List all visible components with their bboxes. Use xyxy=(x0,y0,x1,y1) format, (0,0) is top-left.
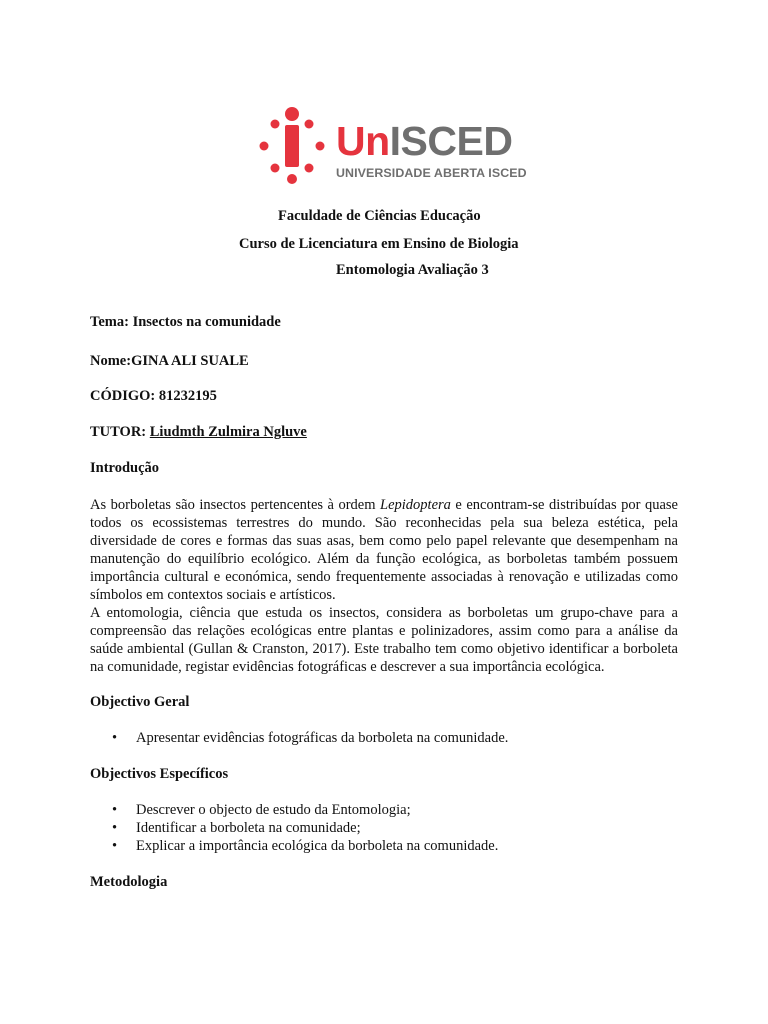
unisced-logo-mark-icon xyxy=(254,104,330,188)
list-item: • Identificar a borboleta na comunidade; xyxy=(112,819,498,837)
codigo-value: 81232195 xyxy=(158,388,217,404)
nome-value: GINA ALI SUALE xyxy=(131,353,249,369)
metodologia-heading: Metodologia xyxy=(90,874,168,890)
logo-subtitle: UNIVERSIDADE ABERTA ISCED xyxy=(336,166,527,180)
logo-wordmark-un: Un xyxy=(336,118,390,164)
nome-label: Nome: xyxy=(90,353,132,369)
objectivos-especificos-heading: Objectivos Específicos xyxy=(90,766,229,782)
course-title: Curso de Licenciatura em Ensino de Biologia xyxy=(239,236,519,252)
tema-label: Tema: xyxy=(90,314,129,330)
tema-field xyxy=(90,314,281,331)
codigo-field xyxy=(90,388,217,405)
assessment-title: Entomologia Avaliação 3 xyxy=(336,262,489,278)
introducao-heading: Introdução xyxy=(90,460,160,476)
list-item: • Apresentar evidências fotográficas da borboleta na comunidade. xyxy=(112,729,508,747)
introducao-body xyxy=(90,496,678,676)
list-item: • Explicar a importância ecológica da borboleta na comunidade. xyxy=(112,837,498,855)
introducao-paragraph-1 xyxy=(90,496,678,604)
nome-field xyxy=(90,353,249,370)
list-item: • Descrever o objecto de estudo da Entomologia; xyxy=(112,801,498,819)
objectivo-geral-heading: Objectivo Geral xyxy=(90,694,190,710)
unisced-logo xyxy=(254,104,527,188)
tema-value: Insectos na comunidade xyxy=(132,314,281,330)
logo-wordmark-isced: ISCED xyxy=(389,118,513,164)
lepidoptera-italic: Lepidoptera xyxy=(380,497,451,513)
tutor-value: Liudmth Zulmira Ngluve xyxy=(149,424,307,440)
logo-wordmark xyxy=(336,120,527,162)
objectivos-especificos-list xyxy=(112,801,498,855)
intro-text-after: e encontram-se distribuídas por quase todos os ecossistemas terrestres do mundo. São reconhecidas pela sua beleza estética, pela diversidade de cores e formas das suas asas, bem como pelo papel relevante que desempenham na manutenção do equilíbrio ecológico. Além da função ecológica, as borboletas também possuem importância cultural e económica, sendo frequentemente associadas à renovação e utilizadas como símbolos em contextos sociais e artísticos. xyxy=(90,497,678,603)
intro-text-before: As borboletas são insectos pertencentes à ordem xyxy=(90,497,381,513)
introducao-paragraph-2: A entomologia, ciência que estuda os insectos, considera as borboletas um grupo-chave para a compreensão das relações ecológicas entre plantas e polinizadores, assim como para a análise da saúde ambiental (Gullan & Cranston, 2017). Este trabalho tem como objetivo identificar a borboleta na comunidade, registar evidências fotográficas e descrever a sua importância ecológica. xyxy=(90,605,678,675)
faculty-title: Faculdade de Ciências Educação xyxy=(278,208,481,224)
codigo-label: CÓDIGO: xyxy=(90,388,156,404)
tutor-field xyxy=(90,424,307,441)
objectivo-geral-list xyxy=(112,729,508,747)
tutor-label: TUTOR: xyxy=(90,424,147,440)
